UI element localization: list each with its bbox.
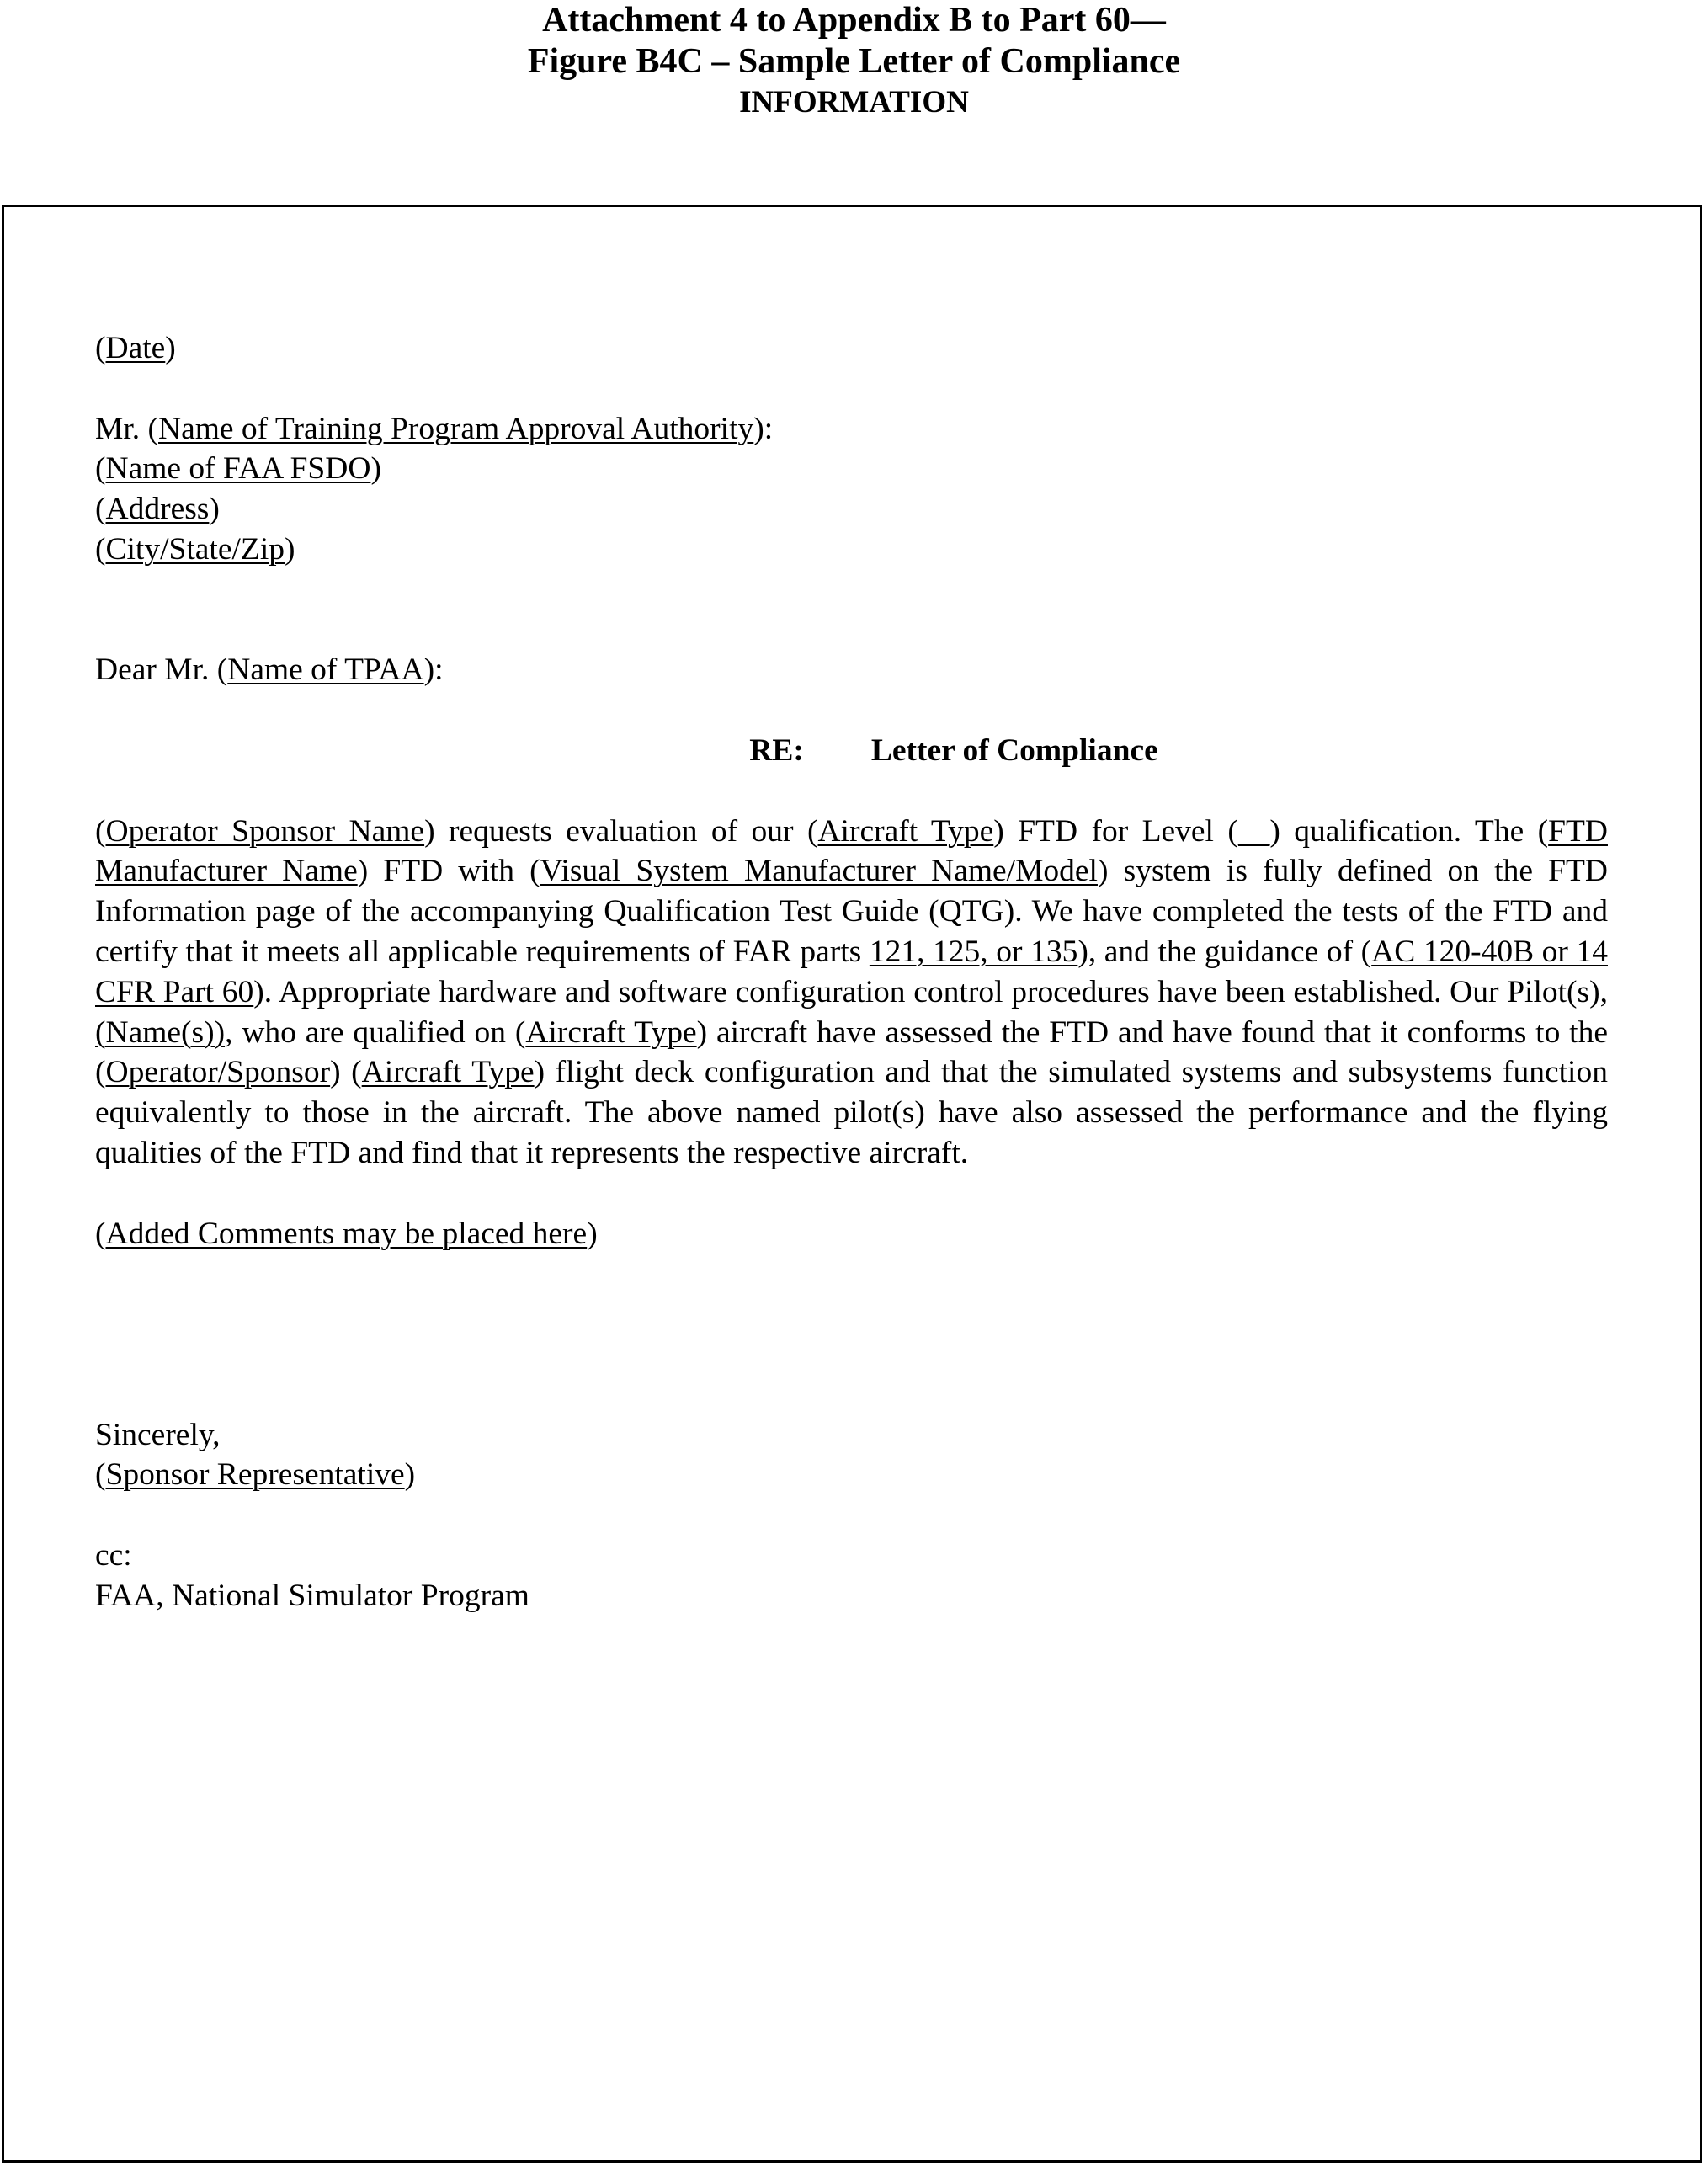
re-line: [95, 731, 1610, 771]
re-label: RE:: [749, 732, 804, 768]
added-comments-line: (Added Comments may be placed here): [95, 1216, 598, 1251]
aircraft-type-placeholder-2: Aircraft Type: [525, 1014, 697, 1050]
fsdo-placeholder: Name of FAA FSDO: [105, 451, 371, 487]
cc-recipient: FAA, National Simulator Program: [95, 1578, 529, 1613]
header-figure-title: Figure B4C – Sample Letter of Compliance: [527, 42, 1181, 81]
guidance-placeholder: AC 120-40B or 14 CFR Part 60: [95, 934, 1608, 1009]
address-placeholder: Address: [105, 492, 210, 527]
header-information-label: INFORMATION: [739, 85, 969, 120]
salutation-line: Dear Mr. (Name of TPAA):: [95, 652, 444, 688]
closing: Sincerely,: [95, 1417, 221, 1452]
level-placeholder: __: [1237, 813, 1270, 849]
date-line: (Date): [95, 331, 176, 365]
operator-sponsor-placeholder: Operator/Sponsor: [105, 1055, 331, 1090]
visual-system-placeholder: Visual System Manufacturer Name/Model: [540, 854, 1098, 889]
address-line: (Address): [95, 492, 220, 527]
date-placeholder: Date: [105, 331, 166, 365]
cc-label: cc:: [95, 1537, 132, 1573]
re-subject: Letter of Compliance: [870, 732, 1158, 768]
sample-letter: [95, 328, 1610, 1616]
pilot-names-placeholder: (Name(s)): [95, 1014, 226, 1050]
addressee-line: Mr. (Name of Training Program Approval Authority):: [95, 411, 774, 446]
addressee-name-placeholder: Name of Training Program Approval Authority: [158, 411, 754, 446]
letter-body-paragraph: (Operator Sponsor Name) requests evaluation of our (Aircraft Type) FTD for Level (__) qualification. The (FTD Manufacturer Name) FTD with (Visual System Manufacturer Name/Model) system is fully defined on the FTD Information page of the accompanying Qualification Test Guide (QTG). We have completed the tests of the FTD and certify that it meets all applicable requirements of FAR parts 121, 125, or 135), and the guidance of (AC 120-40B or 14 CFR Part 60). Appropriate hardware and software configuration control procedures have been established. Our Pilot(s), (Name(s)), who are qualified on (Aircraft Type) aircraft have assessed the FTD and have found that it conforms to the (Operator/Sponsor) (Aircraft Type) flight deck configuration and that the simulated systems and subsystems function equivalently to those in the aircraft. The above named pilot(s) have also assessed the performance and the flying qualities of the FTD and find that it represents the respective aircraft.: [95, 813, 1608, 1170]
header-attachment-title: Attachment 4 to Appendix B to Part 60—: [542, 1, 1166, 40]
operator-sponsor-name-placeholder: Operator Sponsor Name: [105, 813, 425, 849]
aircraft-type-placeholder: Aircraft Type: [817, 813, 994, 849]
city-state-zip-line: (City/State/Zip): [95, 531, 295, 567]
signer-placeholder: Sponsor Representative: [105, 1457, 405, 1493]
far-parts-placeholder: 121, 125, or 135: [869, 934, 1078, 969]
aircraft-type-placeholder-3: Aircraft Type: [361, 1055, 535, 1090]
salutation-name-placeholder: Name of TPAA: [227, 652, 424, 688]
ftd-manufacturer-placeholder: FTD Manufacturer Name: [95, 813, 1608, 889]
city-state-zip-placeholder: City/State/Zip: [105, 531, 285, 567]
signer-line: (Sponsor Representative): [95, 1457, 416, 1493]
added-comments-placeholder: Added Comments may be placed here: [105, 1216, 588, 1251]
document-header: [0, 0, 1708, 123]
fsdo-line: (Name of FAA FSDO): [95, 451, 381, 487]
